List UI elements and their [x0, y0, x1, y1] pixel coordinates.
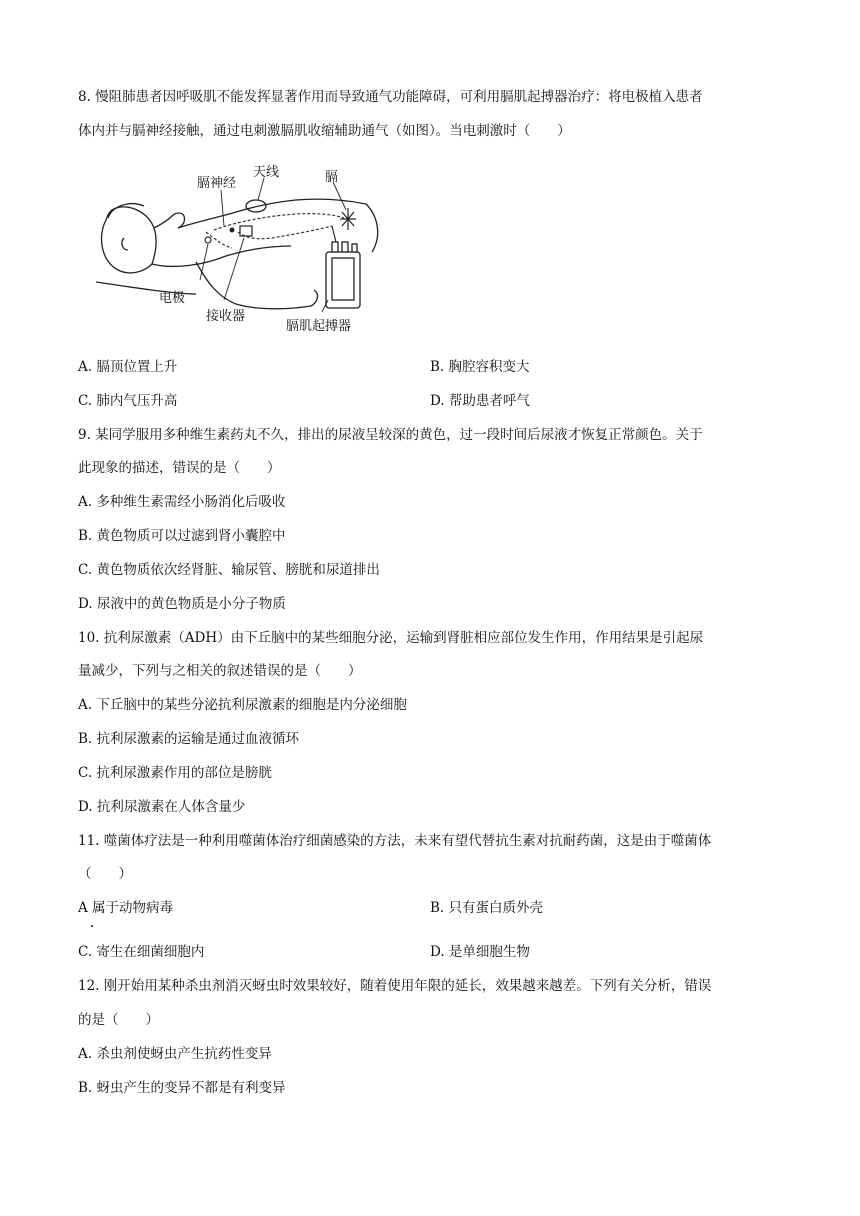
q9-stem-line1: 9. 某同学服用多种维生素药丸不久，排出的尿液呈较深的黄色，过一段时间后尿液才恢复正常颜色。关于	[78, 427, 703, 443]
q9-option-d: D. 尿液中的黄色物质是小分子物质	[78, 596, 286, 612]
q9-option-c: C. 黄色物质依次经肾脏、输尿管、膀胱和尿道排出	[78, 562, 380, 578]
q12-stem-line1: 12. 刚开始用某种杀虫剂消灭蚜虫时效果较好，随着使用年限的延长，效果越来越差。下列有关分析，错误	[78, 978, 712, 994]
q11-option-b: B. 只有蛋白质外壳	[430, 900, 544, 916]
q10-stem-line1: 10. 抗利尿激素（ADH）由下丘脑中的某些细胞分泌，运输到肾脏相应部位发生作用，作用结果是引起尿	[78, 630, 704, 646]
q12-option-b: B. 蚜虫产生的变异不都是有利变异	[78, 1080, 286, 1096]
q9-stem-line2: 此现象的描述，错误的是（ ）	[78, 460, 281, 476]
label-phrenic-nerve: 膈神经	[197, 176, 237, 191]
q8-option-c: C. 肺内气压升高	[78, 393, 178, 409]
q10-option-a: A. 下丘脑中的某些分泌抗利尿激素的细胞是内分泌细胞	[78, 697, 407, 713]
q12-stem-line2: 的是（ ）	[78, 1012, 159, 1028]
stray-dot-mark	[91, 925, 93, 927]
q12-option-a: A. 杀虫剂使蚜虫产生抗药性变异	[78, 1046, 272, 1062]
q10-option-c: C. 抗利尿激素作用的部位是膀胱	[78, 765, 272, 781]
q8-stem-line2: 体内并与膈神经接触，通过电刺激膈肌收缩辅助通气（如图）。当电刺激时（ ）	[78, 123, 571, 139]
q10-option-d: D. 抗利尿激素在人体含量少	[78, 799, 246, 815]
q9-option-b: B. 黄色物质可以过滤到肾小囊腔中	[78, 528, 286, 544]
q11-option-c: C. 寄生在细菌细胞内	[78, 944, 205, 960]
q10-stem-line2: 量减少，下列与之相关的叙述错误的是（ ）	[78, 663, 362, 679]
q8-option-a: A. 膈顶位置上升	[78, 359, 178, 375]
q8-option-b: B. 胸腔容积变大	[430, 359, 530, 375]
q11-stem-line1: 11. 噬菌体疗法是一种利用噬菌体治疗细菌感染的方法，未来有望代替抗生素对抗耐药菌，这是由于噬菌体	[78, 833, 712, 849]
label-electrode: 电极	[159, 291, 186, 306]
label-antenna: 天线	[253, 165, 280, 180]
q10-option-b: B. 抗利尿激素的运输是通过血液循环	[78, 731, 300, 747]
label-diaphragm: 膈	[325, 170, 339, 185]
q8-stem-line1: 8. 慢阻肺患者因呼吸肌不能发挥显著作用而导致通气功能障碍，可利用膈肌起搏器治疗：将电极植入患者	[78, 89, 703, 105]
q11-option-d: D. 是单细胞生物	[430, 944, 530, 960]
label-receiver: 接收器	[206, 309, 246, 324]
q8-option-d: D. 帮助患者呼气	[430, 393, 530, 409]
label-pacemaker: 膈肌起搏器	[286, 319, 352, 334]
q11-stem-line2: （ ）	[78, 866, 132, 882]
phrenic-pacemaker-figure	[96, 160, 386, 338]
q9-option-a: A. 多种维生素需经小肠消化后吸收	[78, 494, 286, 510]
q11-option-a: A 属于动物病毒	[78, 900, 174, 916]
